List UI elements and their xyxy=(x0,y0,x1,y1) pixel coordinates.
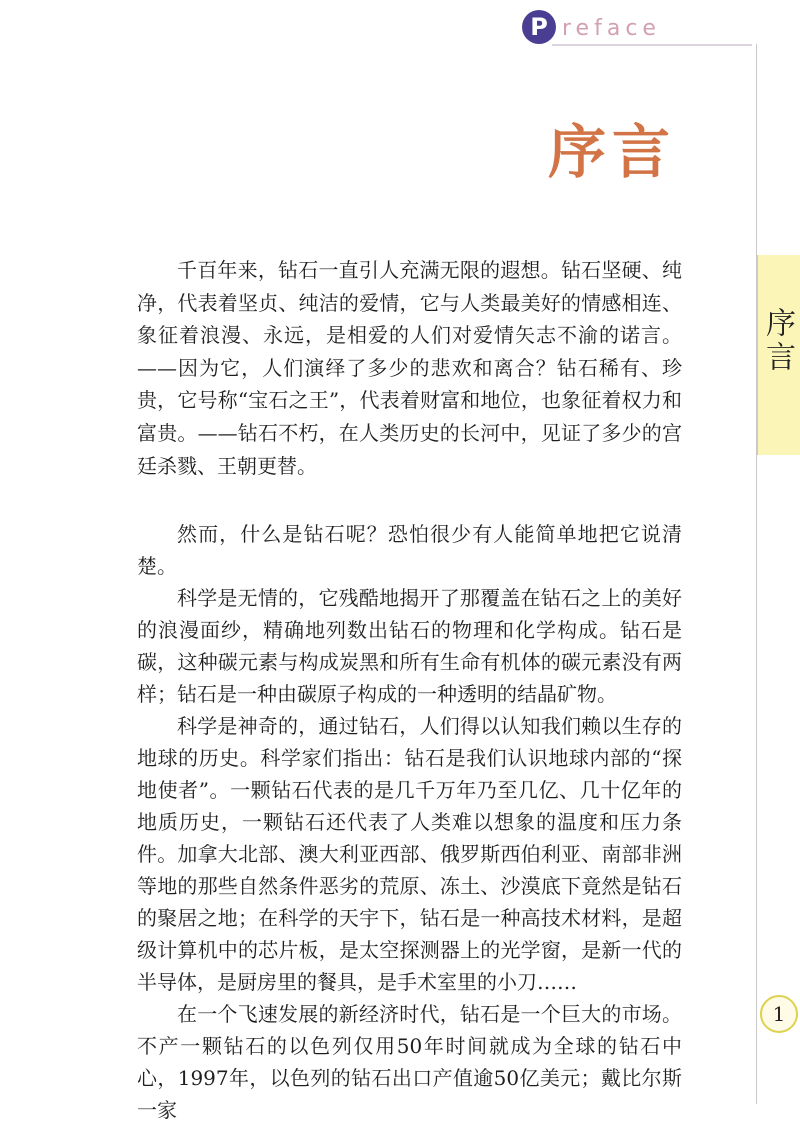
margin-rule xyxy=(756,44,757,1104)
paragraph: 千百年来，钻石一直引人充满无限的遐想。钻石坚硬、纯净，代表着坚贞、纯洁的爱情，它与人类最美好的情感相连、象征着浪漫、永远，是相爱的人们对爱情矢志不渝的诺言。——因为它，人们演绎了多少的悲欢和离合？钻石稀有、珍贵，它号称“宝石之王”，代表着财富和地位，也象征着权力和富贵。——钻石不朽，在人类历史的长河中，见证了多少的宫廷杀戮、王朝更替。 xyxy=(137,258,682,478)
chapter-side-tab-label: 序言 xyxy=(760,307,795,375)
paragraph: 科学是无情的，它残酷地揭开了那覆盖在钻石之上的美好的浪漫面纱，精确地列数出钻石的物理和化学构成。钻石是碳，这种碳元素与构成炭黑和所有生命有机体的碳元素没有两样；钻石是一种由碳原子构成的一种透明的结晶矿物。 xyxy=(137,586,682,707)
paragraph: 科学是神奇的，通过钻石，人们得以认知我们赖以生存的地球的历史。科学家们指出：钻石是我们认识地球内部的“探地使者”。一颗钻石代表的是几千万年乃至几亿、几十亿年的地质历史，一颗钻石还代表了人类难以想象的温度和压力条件。加拿大北部、澳大利亚西部、俄罗斯西伯利亚、南部非洲等地的那些自然条件恶劣的荒原、冻土、沙漠底下竟然是钻石的聚居之地；在科学的天宇下，钻石是一种高技术材料，是超级计算机中的芯片板，是太空探测器上的光学窗，是新一代的半导体，是厨房里的餐具，是手术室里的小刀…… xyxy=(137,714,682,995)
body-text xyxy=(137,254,682,1126)
paragraph: 在一个飞速发展的新经济时代，钻石是一个巨大的市场。不产一颗钻石的以色列仅用50年时间就成为全球的钻石中心，1997年，以色列的钻石出口产值逾50亿美元；戴比尔斯一家 xyxy=(137,1002,682,1123)
header-rule xyxy=(552,44,752,46)
page-number: 1 xyxy=(760,995,798,1033)
preface-letter-badge: P xyxy=(522,10,556,44)
page-title: 序言 xyxy=(548,118,677,186)
preface-header xyxy=(522,10,752,50)
preface-header-text: reface xyxy=(562,16,661,41)
paragraph: 然而，什么是钻石呢？恐怕很少有人能简单地把它说清楚。 xyxy=(137,522,682,579)
chapter-side-tab xyxy=(757,255,800,455)
